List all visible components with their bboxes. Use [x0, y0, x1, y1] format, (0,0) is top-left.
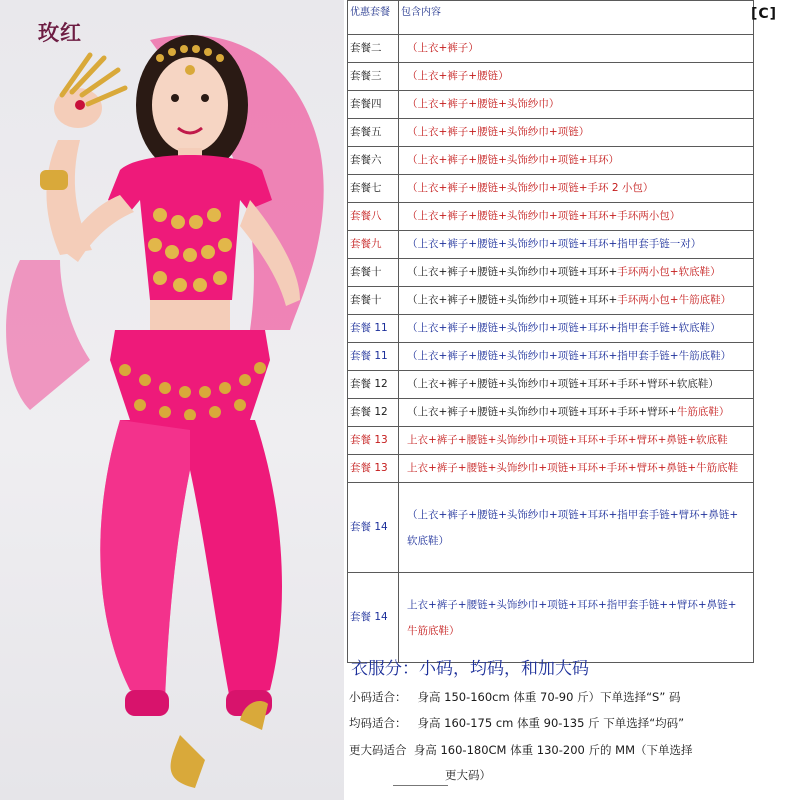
brand-logo: [C] — [751, 6, 778, 22]
blank-cell — [754, 259, 800, 287]
package-contents: （上衣+裤子+腰链+头饰纱巾+项链+耳环+指甲套手链+软底鞋） — [399, 315, 754, 343]
size-large-line — [349, 742, 692, 758]
package-contents — [399, 573, 754, 663]
package-contents: 上衣+裤子+腰链+头饰纱巾+项链+耳环+手环+臂环+鼻链+牛筋底鞋 — [399, 455, 754, 483]
blank-cell — [754, 231, 800, 259]
package-name: 套餐 13 — [348, 427, 399, 455]
package-row — [348, 203, 800, 231]
package-name: 套餐七 — [348, 175, 399, 203]
blank-cell — [754, 427, 800, 455]
package-row — [348, 35, 800, 63]
package-contents: （上衣+裤子） — [399, 35, 754, 63]
blank-cell — [754, 287, 800, 315]
blank-cell — [754, 63, 800, 91]
package-name: 套餐 12 — [348, 399, 399, 427]
color-variant-label: 玫红 — [38, 21, 82, 45]
blank-cell — [754, 315, 800, 343]
package-name: 套餐 12 — [348, 371, 399, 399]
package-row — [348, 259, 800, 287]
package-row — [348, 343, 800, 371]
contents-part: （上衣+裤子+腰链+头饰纱巾+项链+耳环+ — [407, 266, 618, 278]
size-large-label: 更大码适合 — [349, 743, 407, 757]
blank-cell — [754, 147, 800, 175]
contents-part: （上衣+裤子+腰链+头饰纱巾+项链+耳环+ — [407, 294, 618, 306]
blank-cell — [754, 91, 800, 119]
size-small-label: 小码适合： — [349, 690, 407, 704]
package-name: 套餐六 — [348, 147, 399, 175]
package-row — [348, 371, 800, 399]
package-row — [348, 147, 800, 175]
package-row — [348, 315, 800, 343]
size-medium-text: 身高 160-175 cm 体重 90-135 斤 下单选择“均码” — [417, 716, 685, 730]
size-medium-label: 均码适合： — [349, 716, 407, 730]
blank-cell — [754, 455, 800, 483]
package-name: 套餐八 — [348, 203, 399, 231]
size-large-continued: 更大码） — [445, 768, 491, 782]
package-row — [348, 287, 800, 315]
package-name: 套餐十 — [348, 287, 399, 315]
product-photo — [0, 0, 344, 800]
contents-highlight: 牛筋底鞋） — [676, 406, 730, 418]
package-contents — [399, 483, 754, 573]
size-small-text: 身高 150-160cm 体重 70-90 斤）下单选择“S” 码 — [417, 690, 681, 704]
size-small-line — [349, 689, 680, 705]
package-contents — [399, 399, 754, 427]
header-contents: 包含内容 — [399, 1, 754, 35]
package-name: 套餐三 — [348, 63, 399, 91]
package-name: 套餐 11 — [348, 343, 399, 371]
size-guide-title: 衣服分：小码，均码，和加大码 — [351, 659, 589, 679]
blank-cell — [754, 371, 800, 399]
header-package: 优惠套餐 — [348, 1, 399, 35]
package-row — [348, 63, 800, 91]
blank-cell — [754, 119, 800, 147]
package-row — [348, 119, 800, 147]
package-name: 套餐 11 — [348, 315, 399, 343]
blank-cell — [754, 573, 800, 663]
package-row — [348, 573, 800, 663]
contents-highlight: 手环两小包+牛筋底鞋） — [617, 294, 732, 306]
package-name: 套餐四 — [348, 91, 399, 119]
package-row — [348, 91, 800, 119]
contents-line-1: 上衣+裤子+腰链+头饰纱巾+项链+耳环+指甲套手链++臂环+鼻链+ — [407, 598, 737, 611]
package-name: 套餐九 — [348, 231, 399, 259]
package-name: 套餐 14 — [348, 483, 399, 573]
package-name: 套餐二 — [348, 35, 399, 63]
package-row — [348, 175, 800, 203]
package-row — [348, 483, 800, 573]
package-row — [348, 399, 800, 427]
package-contents: （上衣+裤子+腰链+头饰纱巾+项链+耳环+手环+臂环+软底鞋） — [399, 371, 754, 399]
contents-line-2: 软底鞋） — [407, 534, 449, 547]
contents-part: （上衣+裤子+腰链+头饰纱巾+项链+耳环+手环+臂环+ — [407, 406, 677, 418]
blank-cell — [754, 343, 800, 371]
package-row — [348, 455, 800, 483]
contents-highlight: 手环两小包+软底鞋） — [617, 266, 721, 278]
package-row — [348, 231, 800, 259]
package-contents: （上衣+裤子+腰链+头饰纱巾+项链） — [399, 119, 754, 147]
package-name: 套餐十 — [348, 259, 399, 287]
package-name: 套餐 13 — [348, 455, 399, 483]
dancer-illustration — [0, 0, 344, 800]
package-contents: （上衣+裤子+腰链+头饰纱巾+项链+耳环） — [399, 147, 754, 175]
package-name: 套餐 14 — [348, 573, 399, 663]
size-large-text: 身高 160-180CM 体重 130-200 斤的 MM（下单选择 — [413, 743, 693, 757]
package-table-panel — [347, 0, 800, 800]
package-table — [347, 0, 800, 663]
package-contents — [399, 259, 754, 287]
package-contents: （上衣+裤子+腰链+头饰纱巾+项链+耳环+指甲套手链一对） — [399, 231, 754, 259]
package-row — [348, 427, 800, 455]
blank-cell — [754, 175, 800, 203]
size-underline — [393, 785, 448, 786]
blank-cell — [754, 483, 800, 573]
contents-line-2: 牛筋底鞋） — [407, 624, 460, 637]
package-contents — [399, 287, 754, 315]
package-contents: （上衣+裤子+腰链+头饰纱巾+项链+手环 2 小包） — [399, 175, 754, 203]
size-medium-line — [349, 715, 684, 731]
package-contents: 上衣+裤子+腰链+头饰纱巾+项链+耳环+手环+臂环+鼻链+软底鞋 — [399, 427, 754, 455]
blank-cell — [754, 399, 800, 427]
table-header-row — [348, 1, 800, 35]
package-contents: （上衣+裤子+腰链+头饰纱巾+项链+耳环+手环两小包） — [399, 203, 754, 231]
package-contents: （上衣+裤子+腰链+头饰纱巾） — [399, 91, 754, 119]
contents-line-1: （上衣+裤子+腰链+头饰纱巾+项链+耳环+指甲套手链+臂环+鼻链+ — [407, 508, 739, 521]
size-guide — [347, 654, 800, 800]
blank-cell — [754, 203, 800, 231]
blank-cell — [754, 35, 800, 63]
package-contents: （上衣+裤子+腰链） — [399, 63, 754, 91]
package-contents: （上衣+裤子+腰链+头饰纱巾+项链+耳环+指甲套手链+牛筋底鞋） — [399, 343, 754, 371]
package-name: 套餐五 — [348, 119, 399, 147]
